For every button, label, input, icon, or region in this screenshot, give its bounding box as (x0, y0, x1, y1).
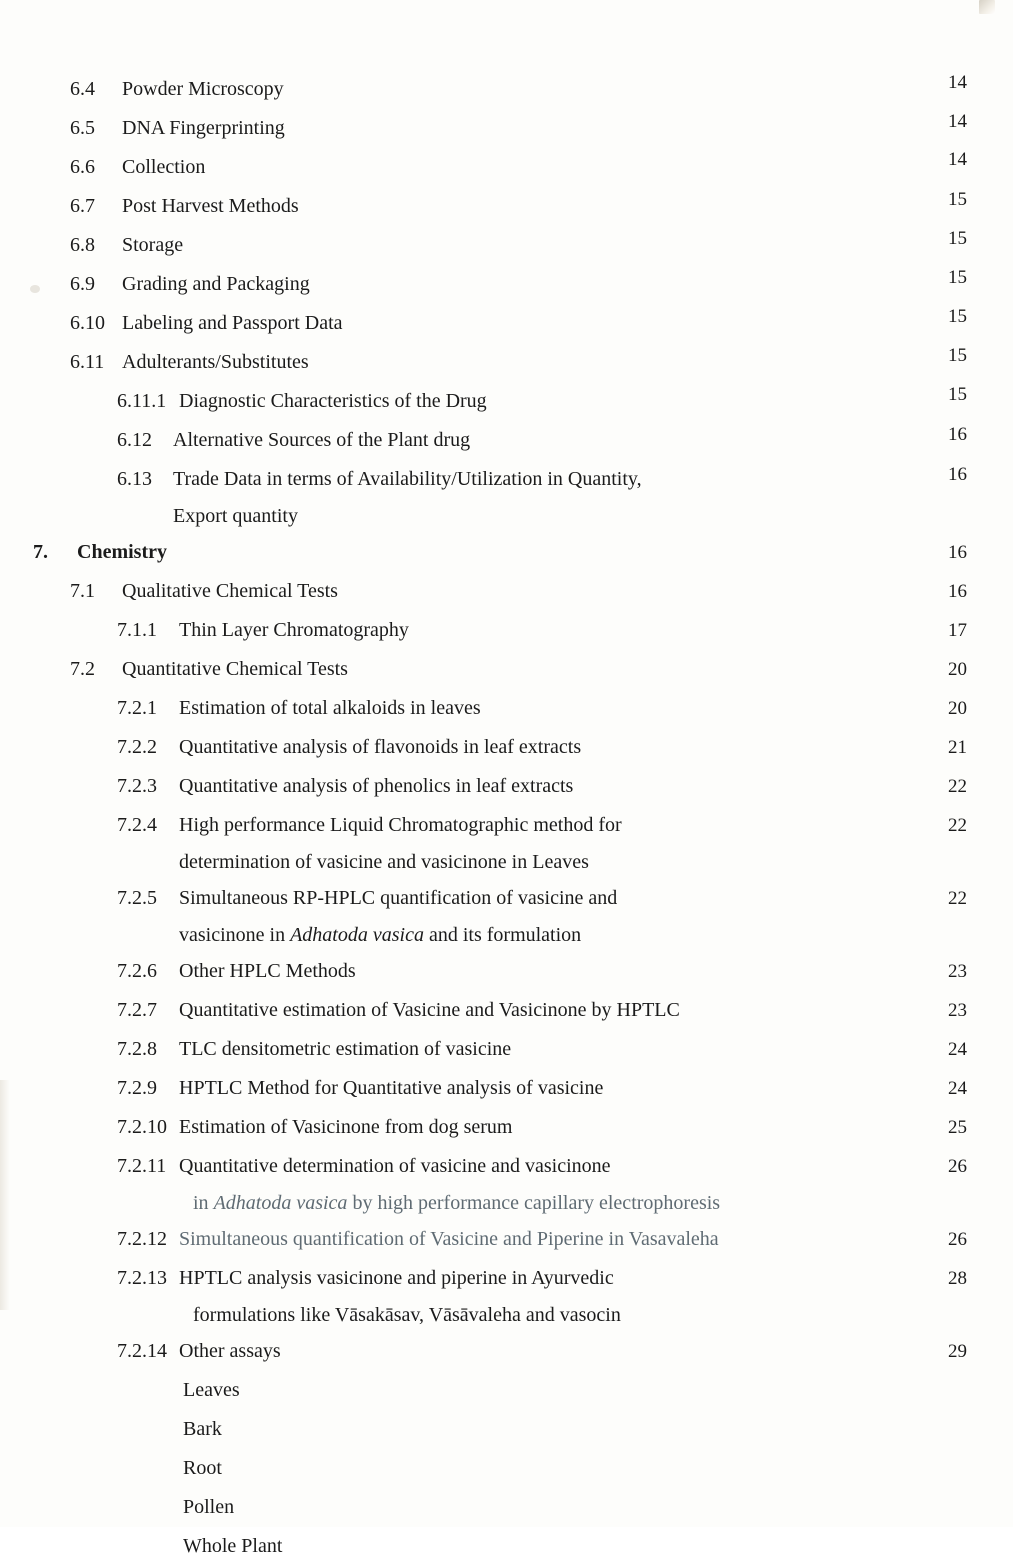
toc-entry-number: 6.9 (70, 273, 95, 295)
toc-entry[interactable] (0, 1069, 1013, 1108)
toc-label-text-post: by high performance capillary electrophoresis (347, 1192, 721, 1214)
toc-entry-label-line1: Estimation of total alkaloids in leaves (179, 697, 481, 719)
toc-entry-page-number: 20 (948, 659, 967, 680)
toc-entry-label (122, 572, 1013, 611)
toc-entry[interactable] (0, 611, 1013, 650)
toc-entry-number: 7.1 (70, 580, 95, 602)
toc-entry[interactable] (0, 1030, 1013, 1069)
toc-entry-page-number: 22 (948, 815, 967, 836)
toc-entry[interactable] (0, 382, 1013, 421)
toc-entry-number: 6.4 (70, 78, 95, 100)
toc-entry-label-line1: HPTLC Method for Quantitative analysis of vasicine (179, 1077, 604, 1099)
toc-entry-page-number: 20 (948, 698, 967, 719)
toc-entry-label-line2: determination of vasicine and vasicinone in Leaves (179, 851, 589, 873)
toc-entry-label (179, 1108, 1013, 1147)
toc-entry-page-number: 23 (948, 961, 967, 982)
toc-entry-label (179, 879, 1013, 952)
toc-entry[interactable] (0, 460, 1013, 533)
toc-entry-label-line1: Powder Microscopy (122, 78, 284, 100)
toc-entry-label-line1: Qualitative Chemical Tests (122, 580, 338, 602)
toc-entry-label-line2 (193, 1186, 1013, 1220)
toc-entry-label-line2 (179, 918, 1013, 952)
toc-entry[interactable] (0, 533, 1013, 572)
toc-entry-page-number: 16 (948, 542, 967, 563)
toc-entry-page-number: 22 (948, 776, 967, 797)
toc-entry-label-line1: DNA Fingerprinting (122, 117, 285, 139)
toc-entry-number: 7.2 (70, 658, 95, 680)
toc-entry[interactable] (0, 728, 1013, 767)
toc-entry-label (122, 109, 1013, 148)
toc-entry[interactable] (0, 1147, 1013, 1220)
toc-entry-label (122, 148, 1013, 187)
scan-artifact-top (979, 0, 995, 14)
toc-entry-page-number: 16 (948, 581, 967, 602)
toc-entry-label (183, 1488, 1013, 1527)
toc-entry-label-line1: Adulterants/Substitutes (122, 351, 309, 373)
toc-entry-page-number: 24 (948, 1078, 967, 1099)
toc-entry-page-number: 29 (948, 1341, 967, 1362)
toc-entry[interactable] (0, 1259, 1013, 1332)
toc-entry-label-line1: Trade Data in terms of Availability/Utilization in Quantity, (173, 468, 642, 490)
toc-entry-label (122, 70, 1013, 109)
toc-entry-number: 7.2.1 (117, 697, 157, 719)
toc-entry-label-line1: HPTLC analysis vasicinone and piperine in Ayurvedic (179, 1267, 614, 1289)
toc-entry-page-number: 16 (948, 424, 967, 445)
toc-entry[interactable] (0, 343, 1013, 382)
toc-entry-label-line1: Pollen (183, 1496, 235, 1518)
toc-entry[interactable] (0, 148, 1013, 187)
toc-entry[interactable] (0, 952, 1013, 991)
toc-entry-number: 6.6 (70, 156, 95, 178)
toc-entry-label (179, 1147, 1013, 1220)
toc-entry-label (179, 1332, 1013, 1371)
toc-entry-label-line1: Diagnostic Characteristics of the Drug (179, 390, 487, 412)
toc-entry-number: 6.7 (70, 195, 95, 217)
toc-entry-number: 7.2.14 (117, 1340, 167, 1362)
toc-entry-number: 6.5 (70, 117, 95, 139)
toc-entry[interactable] (0, 187, 1013, 226)
toc-entry-number: 7.1.1 (117, 619, 157, 641)
toc-entry-label-line1: Labeling and Passport Data (122, 312, 343, 334)
toc-entry[interactable] (0, 650, 1013, 689)
toc-entry-page-number: 16 (948, 464, 967, 485)
toc-entry-label-line1: Root (183, 1457, 222, 1479)
toc-entry-page-number: 14 (948, 72, 967, 93)
toc-entry-page-number: 17 (948, 620, 967, 641)
toc-entry-label-line1: Other HPLC Methods (179, 960, 356, 982)
toc-entry-label (179, 767, 1013, 806)
toc-label-text-post: and its formulation (423, 924, 582, 946)
toc-entry-number: 7. (33, 541, 48, 563)
toc-entry[interactable] (0, 265, 1013, 304)
toc-entry-page-number: 14 (948, 149, 967, 170)
toc-entry-number: 6.12 (117, 429, 152, 451)
toc-entry-label-line2: Export quantity (173, 505, 298, 527)
toc-entry[interactable] (0, 109, 1013, 148)
toc-entry-label-line1: Whole Plant (183, 1535, 283, 1557)
toc-entry-label-line1: Bark (183, 1418, 222, 1440)
toc-entry-page-number: 15 (948, 384, 967, 405)
toc-entry-label (179, 806, 1013, 879)
toc-entry-label-line1: Simultaneous RP-HPLC quantification of vasicine and (179, 887, 618, 909)
toc-entry-label (183, 1410, 1013, 1449)
toc-entry-label-line1: Alternative Sources of the Plant drug (173, 429, 471, 451)
toc-entry-label (122, 650, 1013, 689)
toc-entry-label-line1: Collection (122, 156, 206, 178)
toc-entry-label-line1: Other assays (179, 1340, 281, 1362)
toc-entry-page-number: 23 (948, 1000, 967, 1021)
toc-entry-page-number: 26 (948, 1156, 967, 1177)
toc-entry-number: 7.2.10 (117, 1116, 167, 1138)
toc-entry-number: 7.2.6 (117, 960, 157, 982)
toc-entry-number: 7.2.7 (117, 999, 157, 1021)
toc-entry-number: 7.2.4 (117, 814, 157, 836)
toc-entry-label (173, 421, 1013, 460)
toc-entry-page-number: 26 (948, 1229, 967, 1250)
toc-entry-page-number: 15 (948, 306, 967, 327)
toc-entry[interactable] (0, 1371, 1013, 1410)
toc-entry[interactable] (0, 1410, 1013, 1449)
toc-entry-page-number: 22 (948, 888, 967, 909)
toc-entry-label-line1: Quantitative analysis of flavonoids in leaf extracts (179, 736, 582, 758)
toc-entry-label (122, 265, 1013, 304)
toc-entry[interactable] (0, 572, 1013, 611)
toc-entry[interactable] (0, 1527, 1013, 1566)
toc-entry-label (179, 382, 1013, 421)
toc-entry-label (179, 728, 1013, 767)
toc-entry-label (183, 1527, 1013, 1566)
toc-entry-label-line1: Post Harvest Methods (122, 195, 299, 217)
toc-entry[interactable] (0, 1220, 1013, 1259)
toc-entry-label (183, 1371, 1013, 1410)
toc-entry-number: 6.11 (70, 351, 105, 373)
toc-entry-number: 7.2.5 (117, 887, 157, 909)
toc-entry-label-line2: formulations like Vāsakāsav, Vāsāvaleha and vasocin (193, 1304, 621, 1326)
toc-entry[interactable] (0, 304, 1013, 343)
toc-entry-number: 7.2.8 (117, 1038, 157, 1060)
toc-entry[interactable] (0, 421, 1013, 460)
toc-entry-label-line1: Chemistry (77, 541, 167, 563)
toc-entry-label (122, 226, 1013, 265)
toc-entry-label-line1: Thin Layer Chromatography (179, 619, 409, 641)
toc-entry-label (179, 689, 1013, 728)
toc-entry-label (183, 1449, 1013, 1488)
toc-entry-number: 7.2.3 (117, 775, 157, 797)
toc-entry-label (173, 460, 1013, 533)
toc-entry-label-line1: High performance Liquid Chromatographic method for (179, 814, 622, 836)
toc-entry-page-number: 25 (948, 1117, 967, 1138)
toc-entry-label (122, 187, 1013, 226)
toc-entry-number: 7.2.12 (117, 1228, 167, 1250)
toc-entry[interactable] (0, 879, 1013, 952)
toc-entry-label (179, 611, 1013, 650)
toc-entry[interactable] (0, 1108, 1013, 1147)
toc-entry-number: 7.2.11 (117, 1155, 167, 1177)
toc-entry-label-line1: Grading and Packaging (122, 273, 310, 295)
toc-entry-label (179, 1030, 1013, 1069)
toc-entry-number: 7.2.9 (117, 1077, 157, 1099)
toc-entry-page-number: 28 (948, 1268, 967, 1289)
toc-entry-number: 7.2.2 (117, 736, 157, 758)
toc-entry[interactable] (0, 226, 1013, 265)
toc-entry-label (179, 1220, 1013, 1259)
toc-entry-page-number: 21 (948, 737, 967, 758)
toc-label-species-name: Adhatoda vasica (290, 924, 424, 946)
toc-entry[interactable] (0, 767, 1013, 806)
toc-entry-label-line1: Quantitative determination of vasicine and vasicinone (179, 1155, 611, 1177)
toc-entry-label (77, 533, 1013, 572)
toc-entry[interactable] (0, 689, 1013, 728)
toc-entry-label (179, 991, 1013, 1030)
toc-entry-label-line1: Estimation of Vasicinone from dog serum (179, 1116, 513, 1138)
toc-entry[interactable] (0, 70, 1013, 109)
toc-entry-label (179, 1259, 1013, 1332)
toc-entry-number: 6.10 (70, 312, 105, 334)
toc-entry-label-line1: TLC densitometric estimation of vasicine (179, 1038, 512, 1060)
toc-entry-page-number: 15 (948, 345, 967, 366)
toc-entry-page-number: 15 (948, 228, 967, 249)
toc-entry[interactable] (0, 991, 1013, 1030)
toc-entry-number: 7.2.13 (117, 1267, 167, 1289)
toc-entry-label-line1: Simultaneous quantification of Vasicine and Piperine in Vasavaleha (179, 1228, 719, 1250)
toc-entry-label (179, 1069, 1013, 1108)
toc-entry-label (122, 304, 1013, 343)
toc-label-species-name: Adhatoda vasica (213, 1192, 348, 1214)
toc-entry[interactable] (0, 806, 1013, 879)
toc-entry[interactable] (0, 1449, 1013, 1488)
toc-entry-label-line1: Quantitative estimation of Vasicine and Vasicinone by HPTLC (179, 999, 680, 1021)
toc-entry-page-number: 24 (948, 1039, 967, 1060)
toc-entry-label (179, 952, 1013, 991)
toc-entry-label (122, 343, 1013, 382)
toc-entry[interactable] (0, 1332, 1013, 1371)
toc-entry-label-line1: Quantitative analysis of phenolics in leaf extracts (179, 775, 574, 797)
toc-entry-number: 6.13 (117, 468, 152, 490)
toc-entry-number: 6.8 (70, 234, 95, 256)
toc-entry[interactable] (0, 1488, 1013, 1527)
toc-label-text-pre: vasicinone in (179, 924, 291, 946)
toc-entry-page-number: 15 (948, 189, 967, 210)
toc-entry-page-number: 14 (948, 111, 967, 132)
toc-entry-label-line1: Quantitative Chemical Tests (122, 658, 348, 680)
toc-label-text-pre: in (193, 1192, 214, 1214)
toc-entry-label-line1: Leaves (183, 1379, 240, 1401)
table-of-contents (0, 70, 1013, 1566)
toc-entry-page-number: 15 (948, 267, 967, 288)
toc-entry-number: 6.11.1 (117, 390, 167, 412)
toc-entry-label-line1: Storage (122, 234, 184, 256)
